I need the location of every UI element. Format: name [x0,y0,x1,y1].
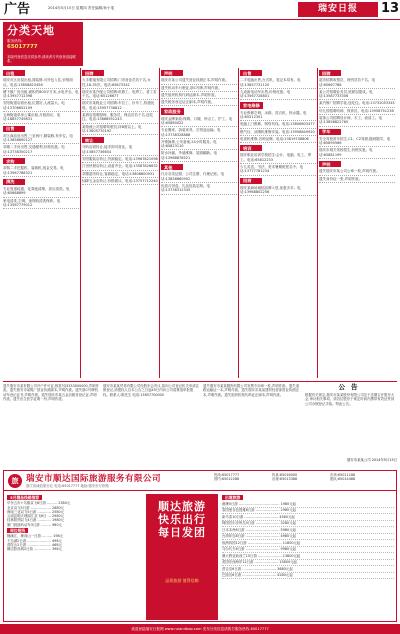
outbound-route-row: 港澳5日游 ……………………………… 1980元起 [222,501,394,507]
section-heading: 清洗 [3,179,25,185]
classified-ad: 某酒店招聘厨师、服务员、保洁员若干名,包吃住。电话:13868551243 [82,112,158,124]
travel-logo-icon: 旅 [8,474,22,488]
phone-entry: 出境:65013388 [272,477,298,481]
classified-ad: 遗失税务登记证正副本,声明作废。 [161,99,237,106]
classified-ad: 优质月饼盒、礼品包装定制。电话:13736312345 [161,183,237,195]
classified-ad: 家电清洗,空调、油烟机清洗保养。电话:13587779012 [3,198,79,210]
classified-ad: 玉海街道单身公寓出租,月租面议。电话:18857749831 [3,112,79,124]
classified-ad: 幼儿园招聘幼师、保育员。电话:13958751238 [319,108,395,115]
classified-header [3,22,83,66]
outbound-route-row: 日本本州6日游 ………………………… 5980元起 [222,527,394,533]
classified-ad: 莘塍超市转让,客源稳定。电话:13806800931 [82,171,158,178]
classified-ad: 遗失身份证一张,声明作废。 [319,176,395,183]
classified-ad: 马屿店面转让,接手即可营业。电话:13857736654 [82,144,158,156]
classified-ad: 二手电脑出售,台式机、笔记本均有。电话:13857731120 [240,77,316,89]
section-heading: 培训 [240,145,262,151]
notice-block: 遗失瑞安市某某服饰有限公司发票专用章一枚,声明作废。遗失道路运输证一本,声明作废。遗失瑞安市某某建材经营部营业执照正本,声明作废。遗失组织机构代码证正副本,声明作废。 [203,384,299,397]
column-divider [80,68,81,378]
section-heading: 出租 [3,70,25,76]
classified-ad: 瑞安市区房屋出租,简装修,可拎包入住,价格面议。电话:13858823456 [3,77,79,89]
classified-ad: 瑞安金牌家政:保姆、月嫂、钟点工、护工。电话:65880022 [161,116,237,128]
classified-ad: 某公司招聘业务员,底薪加提成。电话:13587733306 [319,89,395,101]
section-heading: 声明 [319,161,341,167]
section-heading: 招聘 [82,70,104,76]
column-divider [317,68,318,378]
route-line: 千岛湖2日游 ………………… 498元 [7,538,62,543]
classified-ad: 瑞安某商场诚招品牌入驻,优惠多多。电话:13968802256 [240,185,316,197]
outbound-route-row: 新马泰10日游 ………………………… 4580元起 [222,514,394,520]
travel-agency-ad [3,470,397,622]
promo-subslogan: 品质旅游 值得信赖 [165,578,199,583]
section-heading: 家政服务 [161,108,184,114]
section-heading: 出售 [3,126,25,132]
outbound-route-row: 韩国首尔济州岛5日游 ………………… 3280元起 [222,521,394,527]
classified-ad: 开锁换锁,公安备案,24小时服务。电话:65823110 [161,139,237,151]
page-footer: 欢迎登陆瑞安日报网 www.ruianribao.com 发布分类信息请拨打服务热线 65017777 [0,624,400,634]
classified-ad: 瑞安市某鞋业公司招聘:车位工、针车工,待遇优厚。电话:13957738812 [82,100,158,112]
page-label: 广告 [4,2,31,17]
section-heading: 转让 [82,137,104,143]
route-line: 楠溪江、雁荡山一日游 ……… 198元 [7,534,64,539]
classified-ad: 莘塍二手房出售,交通便利,价格优惠。电话:13738350217 [3,144,79,156]
route-line: 北京双飞5日游 ……………… 2680元 [7,505,65,510]
phone-entry: 团队:65014488 [330,477,356,481]
classified-column [82,68,158,378]
classified-column [240,68,316,378]
classified-ad: 瑞安市某公司遗失营业执照正本,声明作废。 [161,77,237,84]
announcement-body: 根据有关规定,瑞安市某某股份有限公司定于近期召开股东大会,审议相关事项。请各位股东于规定时间内携带有效证件到公司办理登记手续。特此公告。 [305,393,395,406]
outbound-route-row: 澳大利亚新西兰10日游 ………………… 13800元起 [222,553,394,559]
page-number: 13 [381,1,400,16]
outbound-heading: 出境旅游 [222,495,243,500]
classified-ad: 电脑上门维修、网络布线。电话:13806803477 [240,121,316,128]
hotline-number: 65017777 [7,44,38,50]
column-divider [238,68,239,378]
announcement-signature: 瑞安市某某公司 2014年5月15日 [346,458,397,462]
section-heading: 声明 [161,70,183,76]
outbound-route-row: 欧洲四国12日游 ………………………… 11800元起 [222,540,394,546]
notice-band [3,381,397,467]
classified-ad: 仙降五金店转让,价格面议。电话:13757712240 [82,178,158,185]
phone-entry: 传真:65016000 [272,473,298,477]
classified-ad: 塘下镇厂房出租,面积约800平方米,水电齐全。电话:13957712398 [3,89,79,101]
classified-column [3,68,79,378]
classified-ad: 瑞安职业培训学校招生:会计、电脑、电工、焊工。电话:65812233 [240,152,316,164]
outbound-route-row: 普吉岛6日游 ………………………… 3680元起 [222,566,394,572]
issue-info: 2014年5月15日 星期四 责任编辑/孙小斐 [48,6,115,10]
classified-ad: 防水补漏、外墙维修、屋面翻新。电话:13968876521 [161,150,237,162]
route-heading: 周边短线 [7,528,28,533]
column-divider [159,68,160,378]
classified-note: 本版刊登信息仅供参考,请读者与刊登者直接联系。 [7,55,76,64]
classified-title: 分类天地 [7,24,55,37]
travel-header [4,471,396,491]
classified-ad: 代办各类证照、公司注册、代理记账。电话:13858860902 [161,171,237,183]
section-heading: 家电维修 [240,102,263,108]
travel-route-list [7,494,142,620]
classified-ad: 大丰眼镜有限公司招聘:门市营业员若干名,女性,18-35岁。电话:65873342 [82,77,158,89]
classified-column [161,68,237,378]
route-line: 华东五市+乌镇双飞6日游 ……… 2380元 [7,501,71,506]
phone-entry: 热线:65017777 [214,473,240,477]
classified-ad: 少儿英语、书法、美术暑期班报名中。电话:13777781234 [240,164,316,176]
notice-block: 遗失瑞安市某有限公司开户许可证,核准号J3333000000,声明作废。遗失瑞安市某鞋厂营业执照副本,声明作废。遗失浙C号牌机动车登记证书,声明作废。遗失瑞安市某五金店税务登记证,声明作废。遗失出生医学证明一份,声明作废。 [3,384,99,401]
outbound-route-row: 美国东西海岸12日游 ………………… 15800元起 [222,560,394,566]
route-line: 横店影视城2日游 …………… 398元 [7,547,62,552]
phone-entry: 国内:65012288 [214,477,240,481]
classified-ad: 瑞安市城关驾校招生,价格实惠。电话:65881199 [319,147,395,159]
promo-slogan: 顺达旅游 快乐出行 每日发团 [158,500,206,539]
classified-ad: 求购二手挖掘机、装载机,现金交易。电话:13967788321 [3,165,79,177]
classified-ad: 安阳服装店转让,货源稳定。电话:13967821098 [82,156,158,163]
classified-ad: 遗失组织机构代码证副本,声明作废。 [161,92,237,99]
classified-column [319,68,395,378]
classified-ad: 某物流公司招聘驾驶员,持B照以上。电话:13605770192 [82,124,158,136]
route-line: 普陀山2日游 ………………… 468元 [7,542,62,547]
classified-ad: 燃气灶、油烟机维修安装。电话:13958849920 [240,129,316,136]
section-heading: 招商 [240,178,262,184]
classified-ad: 专业维修空调、冰箱、洗衣机、热水器。电话:65512301 [240,110,316,122]
travel-phone-list [214,473,394,489]
travel-tagline: 浙江省诚信旅行社 电话:65017777 地址:瑞安市万松路 [26,484,109,488]
route-line: 桂林阳朔双飞4日游 ………… 1980元 [7,518,65,523]
classified-ad: 安阳街道店面出租,位置好,人流量大。电话:13706652109 [3,100,79,112]
classified-ad: 市区商品房出售,三室两厅,精装修,有车位。电话:13858890127 [3,133,79,145]
outbound-rows [222,501,394,579]
section-heading: 出售 [240,70,262,76]
classified-ad: 遗失机动车行驶证,浙C号牌,声明作废。 [161,85,237,92]
outbound-route-row: 台湾环岛8日游 ………………………… 4980元起 [222,534,394,540]
classified-ad: 汀田快餐店转让,设备齐全。电话:13587826632 [82,163,158,170]
section-heading: 学车 [319,129,341,135]
outbound-route-row: 泰国曼谷芭提雅6日游 ………………… 2980元起 [222,508,394,514]
classified-ad: 遗失瑞安市某公司公章一枚,声明作废。 [319,168,395,175]
classified-ad: 专业搬家、拆装家具、长短途运输。电话:13738328888 [161,127,237,139]
outbound-route-row: 巴厘岛6日游 ………………………… 4280元起 [222,573,394,579]
announcement-title: 公告 [338,383,364,391]
section-heading: 招聘 [319,70,341,76]
classified-ad: 电视机维修,各种品牌。电话:13819708806 [240,136,316,143]
route-line: 海南三亚双飞5日游 ………… 2580元 [7,509,65,514]
route-line: 云南昆明大理丽江双飞6日 … 2980元 [7,514,65,519]
section-heading: 求购 [3,158,25,164]
classified-ad: 某汽修厂招聘学徒,包吃住。电话:13732053345 [319,100,395,107]
classified-ad: 专业管道疏通、化粪池清理、高压清洗。电话:65668899 [3,186,79,198]
classified-ad: 瑞安市某汽配公司招聘:机修工、电焊工、普工若干名。电话:65126677 [82,89,158,101]
classified-ad: 九成新电动车出售,价格优惠。电话:13567728801 [240,89,316,101]
phone-entry: 市场:65011188 [330,473,356,477]
section-heading: 其他 [161,164,183,170]
travel-outbound-list [222,494,394,620]
classified-ad: 装饰公司招聘设计师、木工、油漆工。电话:13858822765 [319,115,395,127]
travel-promo-panel [146,494,218,620]
classified-ad: 安全驾校常年招生,C1、C2驾照,随到随学。电话:65895566 [319,136,395,148]
notice-block: 瑞安市某某贸易有限公司经股东会决议,拟向公司登记机关申请注销登记,请债权人自本公告之日起45日内向公司清算组申报债权。联系人:陈先生 电话:13857700000 [103,384,199,397]
masthead [0,0,400,20]
travel-company-name: 瑞安市顺达国际旅游服务有限公司 [26,474,162,484]
hotline-label: 服务热线: [7,39,23,43]
newspaper-logo: 瑞安日报 [298,2,378,17]
classified-ad: 超市招聘收银员、理货员若干名。电话:65667788 [319,77,395,89]
outbound-route-row: 马尔代夫6日游 ………………………… 9980元起 [222,547,394,553]
route-line: 厦门鼓浪屿动车3日游 ……… 980元 [7,522,62,527]
route-heading: 5月精品线路推荐 [7,495,42,500]
